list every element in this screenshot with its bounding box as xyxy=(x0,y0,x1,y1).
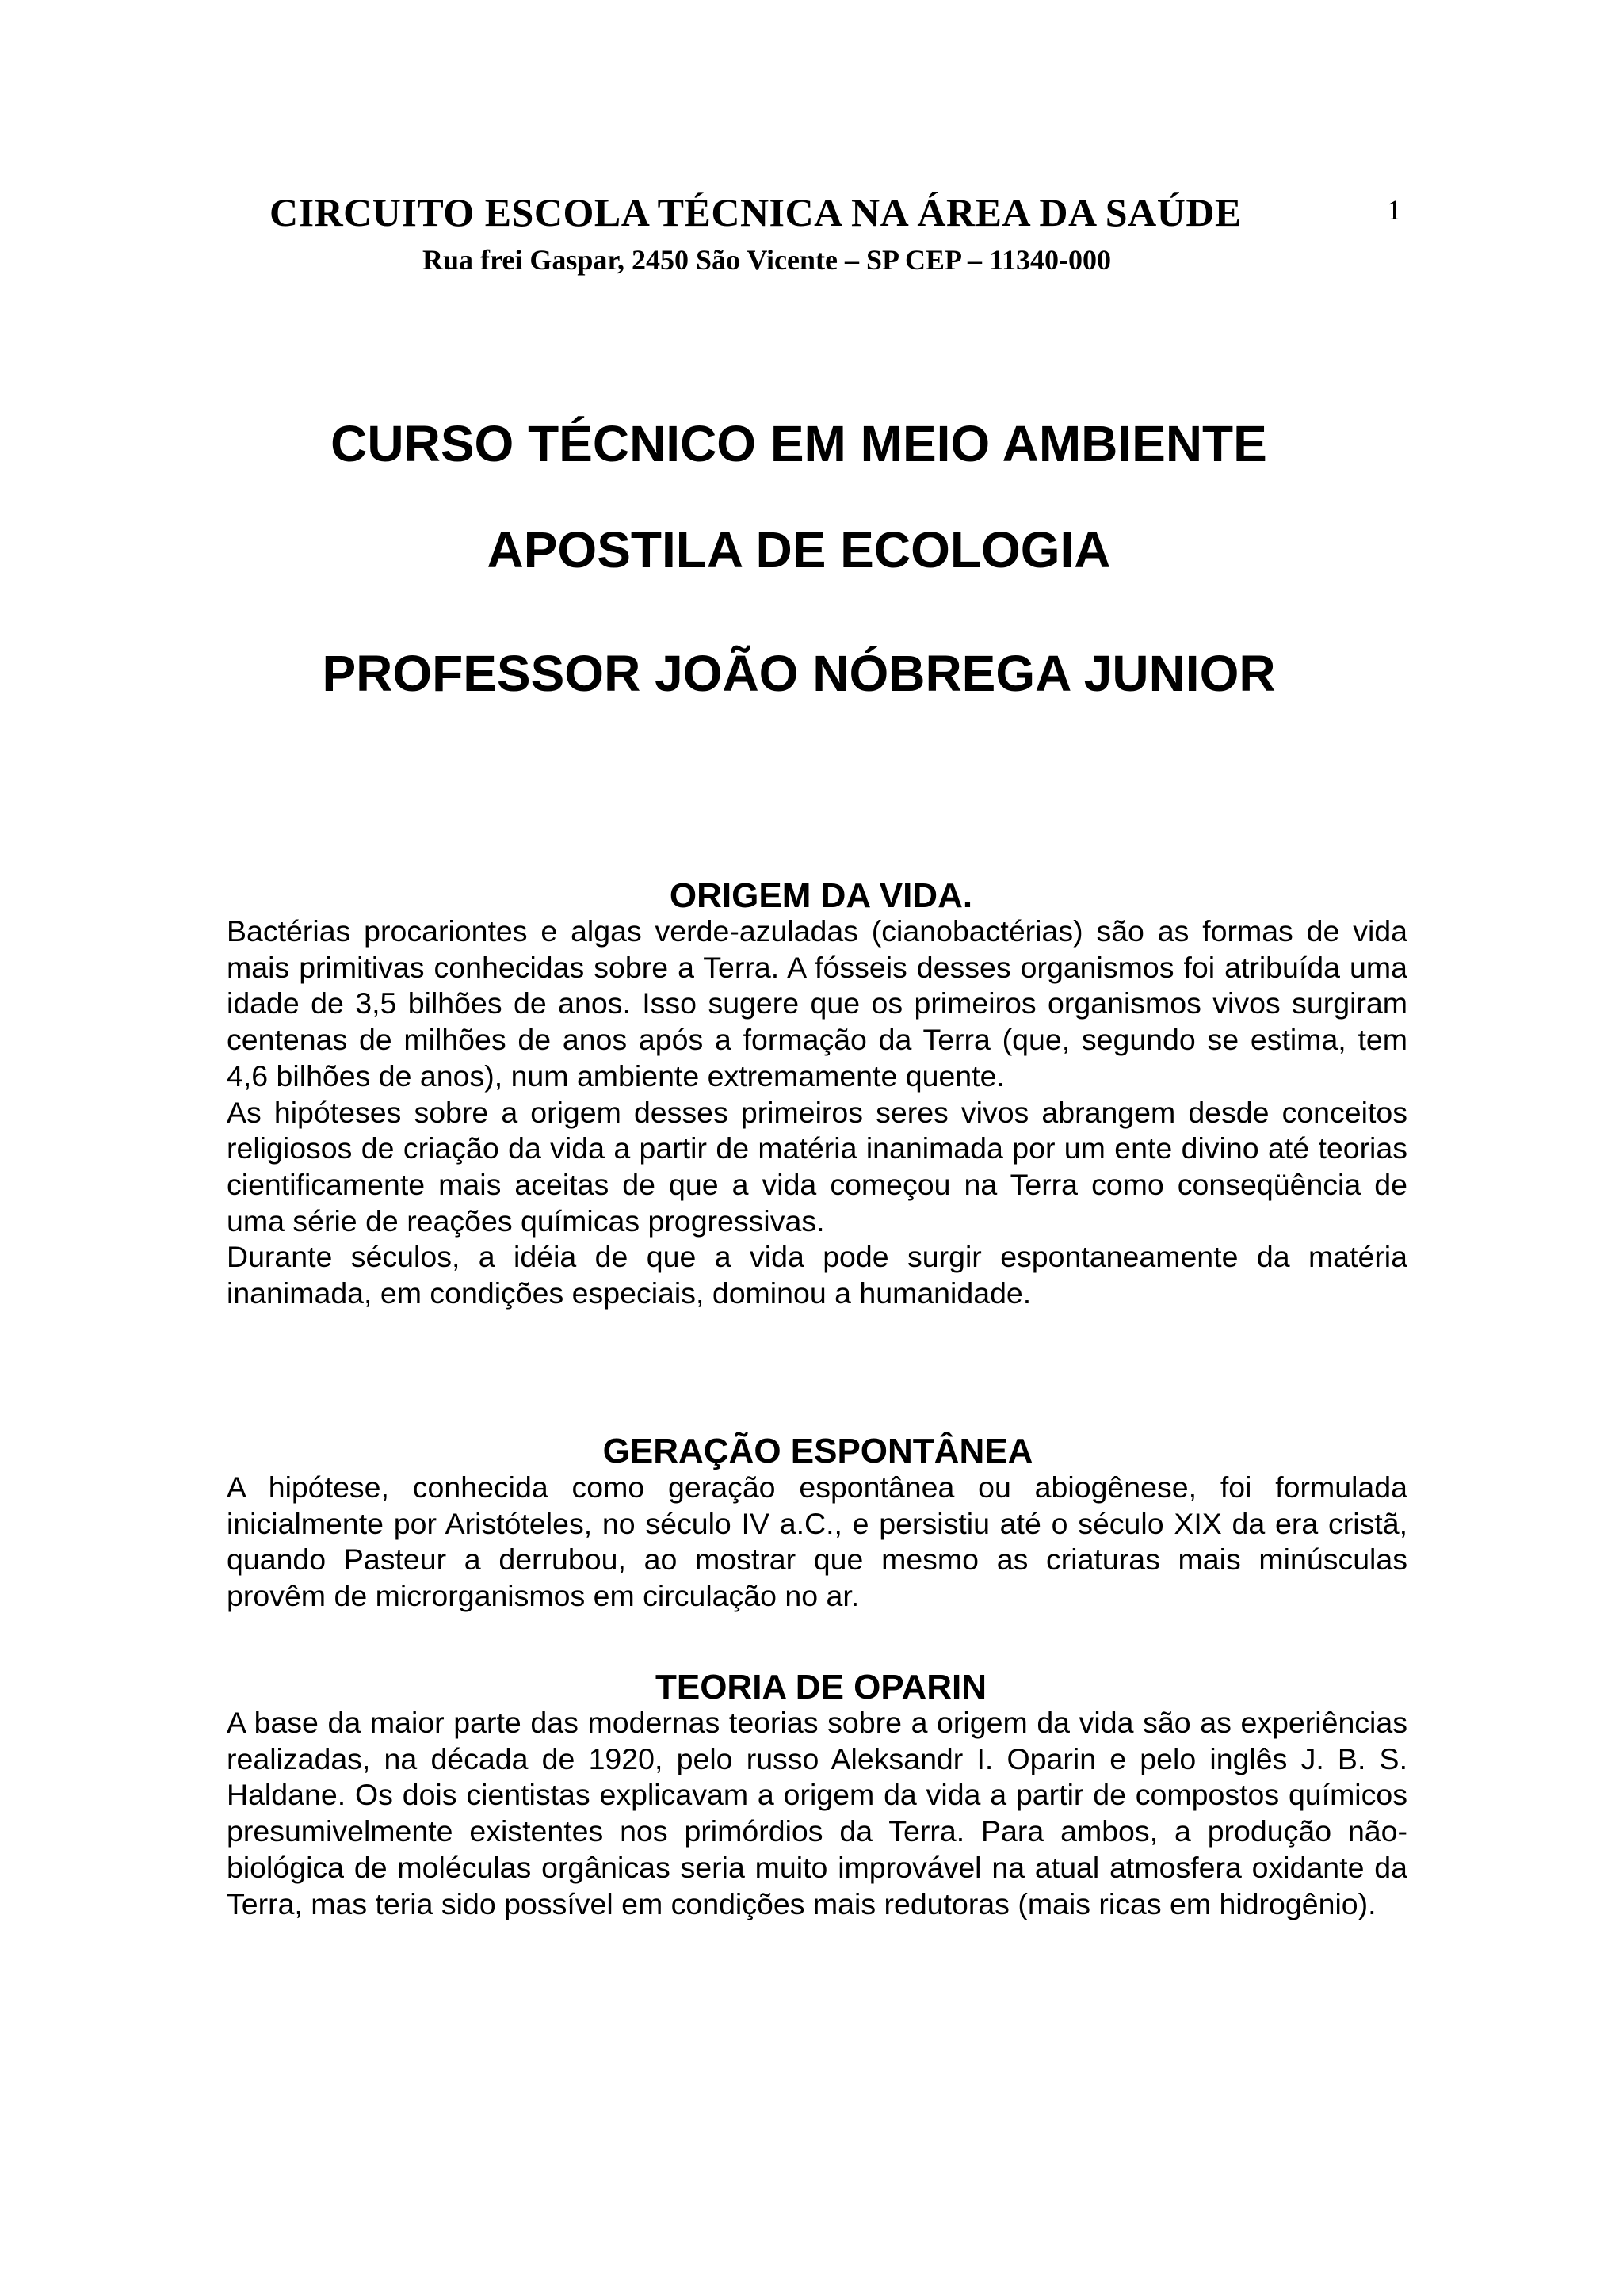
page-number: 1 xyxy=(1387,194,1401,226)
section-body-origem-da-vida xyxy=(227,913,1407,1312)
paragraph: A base da maior parte das modernas teorias sobre a origem da vida são as experiências realizadas, na década de 1920, pelo russo Aleksandr I. Oparin e pelo inglês J. B. S. Haldane. Os dois cientistas explicavam a origem da vida a partir de compostos químicos presumivelmente existentes nos primórdios da Terra. Para ambos, a produção não-biológica de moléculas orgânicas seria muito improvável na atual atmosfera oxidante da Terra, mas teria sido possível em condições mais redutoras (mais ricas em hidrogênio). xyxy=(227,1706,1407,1920)
section-body-geracao-espontanea xyxy=(227,1470,1407,1615)
paragraph: Bactérias procariontes e algas verde-azuladas (cianobactérias) são as formas de vida mais primitivas conhecidas sobre a Terra. A fósseis desses organismos foi atribuída uma idade de 3,5 bilhões de anos. Isso sugere que os primeiros organismos vivos surgiram centenas de milhões de anos após a formação da Terra (que, segundo se estima, tem 4,6 bilhões de anos), num ambiente extremamente quente. xyxy=(227,914,1407,1093)
section-heading-teoria-de-oparin: TEORIA DE OPARIN xyxy=(655,1668,987,1707)
course-title: CURSO TÉCNICO EM MEIO AMBIENTE xyxy=(330,415,1267,472)
section-body-teoria-de-oparin xyxy=(227,1705,1407,1922)
handout-title: APOSTILA DE ECOLOGIA xyxy=(487,521,1111,578)
professor-title: PROFESSOR JOÃO NÓBREGA JUNIOR xyxy=(322,645,1276,702)
section-heading-geracao-espontanea: GERAÇÃO ESPONTÂNEA xyxy=(602,1432,1033,1470)
school-name: CIRCUITO ESCOLA TÉCNICA NA ÁREA DA SAÚDE xyxy=(269,190,1242,235)
paragraph: As hipóteses sobre a origem desses primeiros seres vivos abrangem desde conceitos religiosos de criação da vida a partir de matéria inanimada por um ente divino até teorias cientificamente mais aceitas de que a vida começou na Terra como conseqüência de uma série de reações químicas progressivas. xyxy=(227,1095,1407,1238)
school-address: Rua frei Gaspar, 2450 São Vicente – SP CEP – 11340-000 xyxy=(422,244,1112,276)
paragraph: A hipótese, conhecida como geração espontânea ou abiogênese, foi formulada inicialmente por Aristóteles, no século IV a.C., e persistiu até o século XIX da era cristã, quando Pasteur a derrubou, ao mostrar que mesmo as criaturas mais minúsculas provêm de microrganismos em circulação no ar. xyxy=(227,1470,1407,1613)
paragraph: Durante séculos, a idéia de que a vida pode surgir espontaneamente da matéria inanimada, em condições especiais, dominou a humanidade. xyxy=(227,1240,1407,1310)
section-heading-origem-da-vida: ORIGEM DA VIDA. xyxy=(669,876,973,915)
